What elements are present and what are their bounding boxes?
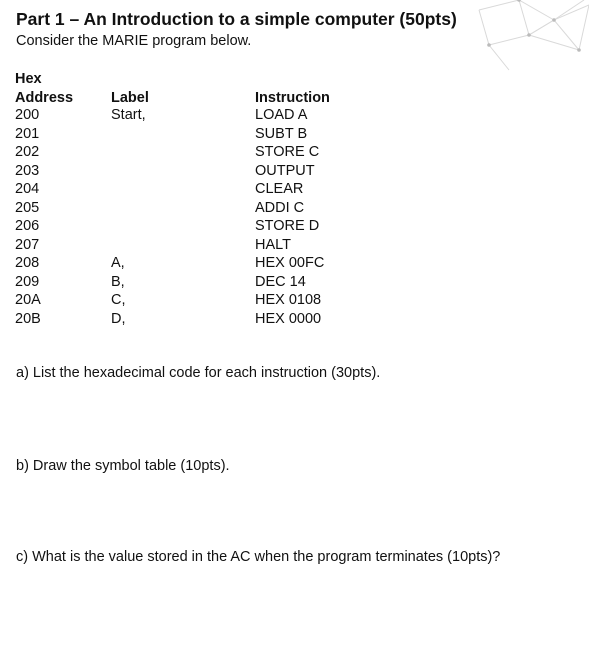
instruction-cell: HEX 00FC — [255, 255, 325, 271]
label-cell: D, — [111, 310, 126, 327]
header-label: Label — [111, 89, 149, 106]
address-cell: 208 — [15, 255, 40, 271]
address-cell: 205 — [15, 199, 40, 216]
label-cell — [111, 199, 146, 218]
header-instruction: Instruction — [255, 89, 330, 106]
page-subtitle: Consider the MARIE program below. — [16, 33, 252, 49]
question-c: c) What is the value stored in the AC when the program terminates (10pts)? — [16, 549, 501, 565]
header-address: Address — [15, 89, 74, 106]
page-title: Part 1 – An Introduction to a simple computer (50pts) — [16, 9, 457, 29]
instruction-cell: ADDI C — [255, 199, 305, 216]
address-cell: 207 — [15, 236, 40, 253]
instruction-cell: CLEAR — [255, 181, 304, 197]
instruction-column — [255, 106, 324, 328]
address-cell: 20B — [15, 310, 41, 327]
label-cell — [111, 236, 146, 255]
address-cell: 209 — [15, 273, 40, 290]
label-cell — [111, 180, 146, 199]
address-cell: 204 — [15, 181, 40, 197]
label-cell: B, — [111, 273, 125, 290]
address-cell: 20A — [15, 292, 41, 308]
instruction-cell: HEX 0000 — [255, 310, 322, 327]
label-cell: C, — [111, 292, 126, 308]
label-cell — [111, 143, 146, 162]
address-column — [15, 106, 41, 328]
label-cell: A, — [111, 255, 125, 271]
address-cell: 201 — [15, 125, 40, 142]
instruction-cell: HALT — [255, 236, 291, 253]
instruction-cell: STORE D — [255, 218, 320, 234]
label-cell — [111, 217, 146, 236]
label-column — [111, 106, 146, 328]
instruction-cell: SUBT B — [255, 125, 308, 142]
address-cell: 202 — [15, 144, 40, 160]
question-b: b) Draw the symbol table (10pts). — [16, 458, 230, 474]
instruction-cell: LOAD A — [255, 107, 308, 123]
instruction-cell: DEC 14 — [255, 273, 306, 290]
question-a: a) List the hexadecimal code for each instruction (30pts). — [16, 365, 381, 381]
instruction-cell: OUTPUT — [255, 162, 315, 179]
instruction-cell: HEX 0108 — [255, 292, 322, 308]
label-cell: Start, — [111, 107, 146, 123]
header-hex: Hex — [15, 71, 42, 87]
address-cell: 200 — [15, 107, 40, 123]
label-cell — [111, 162, 146, 181]
label-cell — [111, 125, 146, 144]
address-cell: 203 — [15, 162, 40, 179]
address-cell: 206 — [15, 218, 40, 234]
instruction-cell: STORE C — [255, 144, 320, 160]
